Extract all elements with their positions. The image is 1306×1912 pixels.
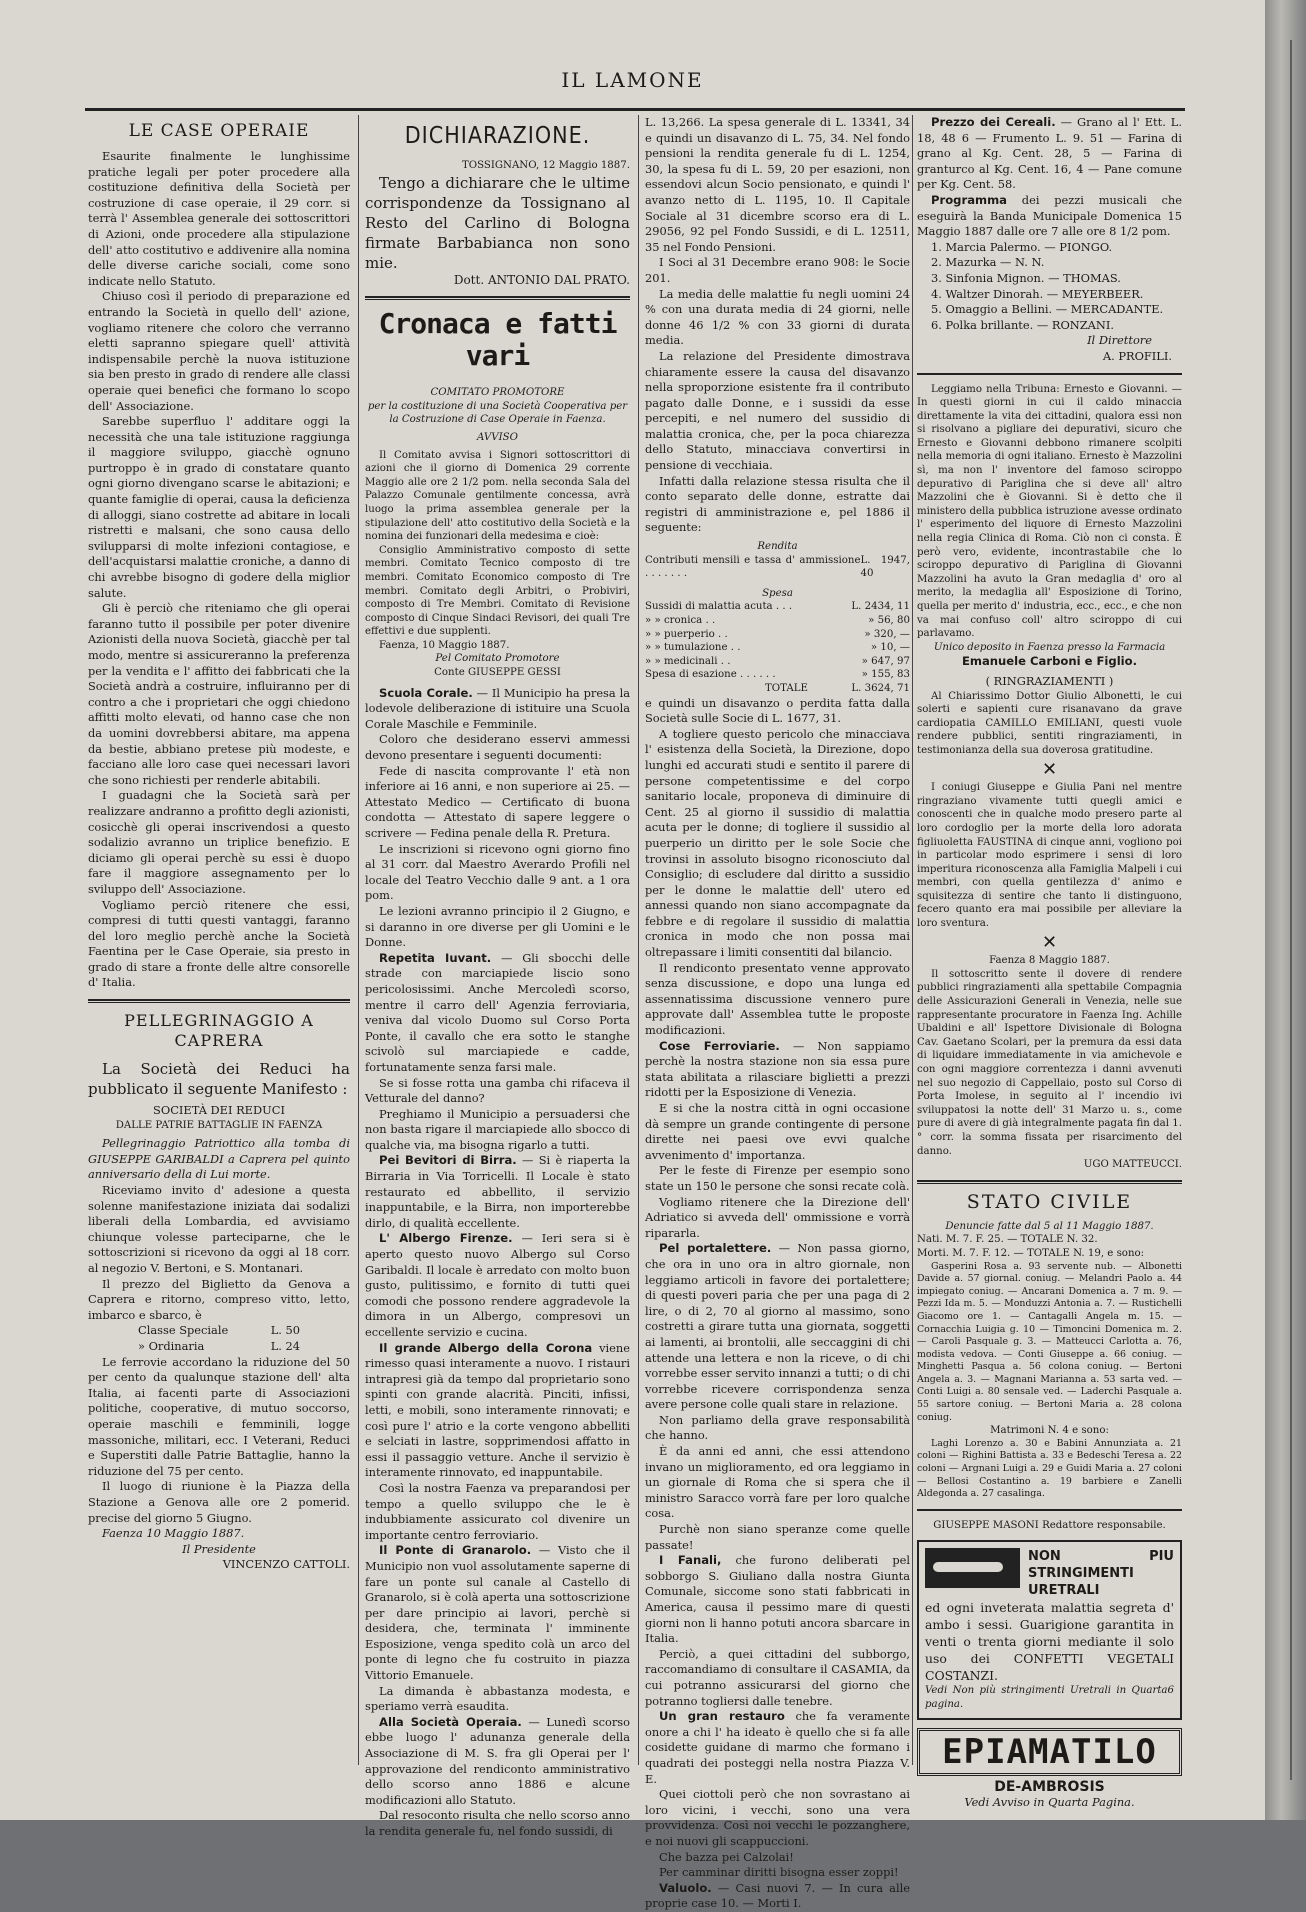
price-row: [88, 1323, 350, 1339]
section-rule: [365, 296, 630, 300]
news-text: Le inscrizioni si ricevono ogni giorno fino al 31 corr. dal Maestro Averardo Profili nel locale del Teatro Vecchio dalle 9 ant. a 1 ora pom.: [365, 841, 630, 903]
column-3: [645, 115, 911, 1911]
news-item: [645, 1241, 910, 1413]
section-rule: [88, 999, 350, 1003]
news-text: Vogliamo ritenere che la Direzione dell' Adriatico si avveda dell' ommissione e vorrà ripararla.: [645, 1194, 910, 1240]
ledger-label: » » cronica . .: [645, 615, 716, 626]
price-row: [88, 1339, 350, 1355]
program-item: 1. Marcia Palermo. — PIONGO.: [931, 239, 1113, 254]
news-text: Non parliamo della grave responsabilità che hanno.: [645, 1412, 910, 1443]
news-title: Il grande Albergo della Corona: [379, 1340, 593, 1355]
director-label: Il Direttore: [1087, 333, 1152, 348]
rendita-label: Rendita: [757, 541, 798, 553]
ledger-label: » » medicinali . .: [645, 655, 731, 667]
deaths-summary: Morti. M. 7. F. 12. — TOTALE N. 19, e sono:: [917, 1247, 1145, 1259]
ad-headline: NON PIU STRINGIMENTI URETRALI: [1028, 1549, 1174, 1599]
program-item: 2. Mazurka — N. N.: [931, 255, 1045, 270]
news-title: Programma: [931, 192, 1008, 207]
ad-text: Leggiamo nella Tribuna: Ernesto e Giovanni. — In questi giorni in cui il caldo minaccia direttamente la vita dei cittadini, qualora essi non si risolvano a pigliare dei depurativi, sicuro che Ernesto e Giovanni debbono rimanere scolpiti nella memoria di ogni italiano. Ernesto è Mazzolini sì, ma non l' inventore del famoso sciroppo depurativo di Pariglina che si deve all' altro Mazzolini che è Giovanni. Si è detto che il ministero della pubblica istruzione avesse ordinato l' esperimento del liquore di Ernesto Mazzolini nella regia Clinica di Roma. Ciò non ci consta. È però vero, evidente, incontrastabile che lo sciroppo depurativo di Pariglina di Giovanni Mazzolini ha avuto la Gran medaglia d' oro al merito, la medaglia all' Esposizione di Torino, quella per merito d' industria, ecc., ecc., e che non va mai confuso coll' altro sciroppo di cui parlavamo.: [917, 383, 1182, 640]
report-text: L. 13,266. La spesa generale di L. 13341, 34 e quindi un disavanzo di L. 75, 34. Nel fondo pensioni la rendita generale fu di L. 1254, 30, la spesa fu di L. 59, 20 per esazioni, non essendovi alcun Socio pensionato, e quindi l' avanzo netto di L. 1195, 10. Il Capitale Sociale al 31 dicembre scorso era di L. 29056, 92 pel Fondo Sussidi, e di L. 12511, 35 nel Fondo Pensioni.: [645, 115, 910, 254]
avviso-label: AVVISO: [477, 431, 518, 443]
column-4: [917, 115, 1182, 1810]
director-name: A. PROFILI.: [1102, 348, 1172, 363]
ledger-row: [645, 655, 910, 669]
news-text: Coloro che desiderano esservi ammessi devono presentare i seguenti documenti:: [365, 732, 630, 763]
binding-line: [1290, 40, 1292, 1780]
news-item: [645, 1553, 910, 1647]
thanks-heading: ( RINGRAZIAMENTI ): [985, 673, 1114, 688]
news-text: Per le feste di Firenze per esempio sono state un 150 le persone che sonsi recate colà.: [645, 1163, 910, 1193]
news-text: Quei ciottoli però che non sovrastano ai loro vicini, i vecchi, sono una vera provvidenza. Così noi vecchi le pozzanghere, e noi nuovi gli scappuccioni.: [645, 1787, 910, 1848]
society-name: SOCIETÀ DEI REDUCI: [153, 1103, 285, 1118]
news-title: Valuolo.: [659, 1880, 712, 1895]
editor-line: GIUSEPPE MASONI Redattore responsabile.: [933, 1519, 1166, 1531]
news-text: — Casi nuovi 7. — In cura alle proprie case 10. — Morti I.: [645, 1880, 911, 1911]
pilgrimage-title: Pellegrinaggio Patriottico alla tomba di GIUSEPPE GARIBALDI a Caprera pel quinto anniversario della di Lui morte.: [88, 1136, 350, 1182]
advertisement-box: [917, 1540, 1182, 1719]
ledger-value: » 320, —: [864, 628, 910, 640]
ledger-row: [645, 628, 910, 642]
separator-cross: ✕: [1041, 758, 1058, 780]
section-rule: [917, 1180, 1182, 1184]
report-text: A togliere questo pericolo che minacciava l' esistenza della Società, la Direzione, dopo lunghi ed accurati studi e sentito il parere di persone competentissime e del corpo sanitario locale, proponeva di diminuire di Cent. 25 al giorno il sussidio di malattia acuta per le donne; di togliere il sussidio al puerperio un diritto per le sole Socie che trovinsi in assoluto bisogno riconosciuto dal Consiglio; di escludere dal diritto a sussidio per le donne le malattie dell' utero ed annessi quando non siano accompagnate da febbre e di regolare il sussidio di malattia cronica in modo che non possa mai oltrepassare i limiti consentiti dal bilancio.: [645, 726, 910, 960]
news-item: [645, 1881, 910, 1912]
headline-stato-civile: STATO CIVILE: [966, 1190, 1133, 1213]
article-paragraph: Esaurite finalmente le lunghissime pratiche legali per poter procedere alla costituzione definitiva della Società per costruzione di case operaie, il 29 corr. si terrà l' Assemblea generale dei sottoscrittori di Azioni, onde procedere alla stipulazione dell' atto costitutivo e addivenire alla nomina delle diverse cariche sociali, come sono indicate nello Statuto.: [88, 149, 350, 288]
news-text: È da anni ed anni, che essi attendono invano un miglioramento, ed ora leggiamo in un giornale di Roma che si spera che il ministro Saracco vorrà fare per loro qualche cosa.: [645, 1444, 910, 1521]
news-text: Per camminar diritti bisogna esser zoppi!: [659, 1865, 899, 1880]
report-text: La media delle malattie fu negli uomini 24 % con una durata media di 24 giorni, nelle donne 46 1/2 % con 33 giorni di durata media.: [645, 286, 910, 348]
deaths-list: Gasperini Rosa a. 93 servente nub. — Albonetti Davide a. 57 giornal. coniug. — Melandri Paolo a. 44 impiegato coniug. — Ancarani Domenica a. 7 m. 9. — Pezzi Ida m. 5. — Monduzzi Antonia a. 7. — Rustichelli Giacomo ore 1. — Cantagalli Angela m. 15. — Cornacchia Luigia g. 10 — Timoncini Domenica m. 2. — Caroli Pasquale g. 3. — Matteucci Carlotta a. 76, modista vedova. — Conti Giuseppe a. 66 coniug. — Minghetti Pasqua a. 56 colona coniug. — Bertoni Angela a. 3. — Magnani Marianna a. 53 sarta ved. — Conti Luigi a. 80 sensale ved. — Laderchi Pasquale a. 55 sartore coniug. — Bertoni Maria a. 28 colona coniug.: [917, 1260, 1182, 1423]
avviso-per: Pel Comitato Promotore: [435, 653, 560, 665]
declaration-signature: Dott. ANTONIO DAL PRATO.: [453, 272, 630, 287]
report-text: I Soci al 31 Decembre erano 908: le Socie 201.: [645, 255, 910, 285]
news-title: Cose Ferroviarie.: [659, 1038, 780, 1053]
thanks-text: Il sottoscritto sente il dovere di rendere pubblici ringraziamenti alla spettabile Compagnia delle Assicurazioni Generali in Venezia, nelle sue rappresentante procuratore in Faenza Ing. Achille Ubaldini e all' Ispettore Divisionale di Bologna Cav. Gaetano Scolari, per la premura da essi data di liquidare immediatamente in via amichevole e con ogni maggiore correntezza i danni avvenuti nel suo negozio di Cappellaio, posto sul Corso di Porta Imolese, in seguito al l' incendio ivi sviluppatosi la notte dell' 31 Marzo u. s., come pure di avere di già integralmente pagata fin dal 1.° corr. la somma fissata per risarcimento del danno.: [917, 968, 1182, 1157]
news-item: [365, 951, 630, 1076]
price-value: L. 24: [270, 1338, 300, 1353]
news-text: La dimanda è abbastanza modesta, e speriamo verrà esaudita.: [365, 1683, 630, 1714]
news-text: — Il Municipio ha presa la lodevole deliberazione di istituire una Scuola Corale Maschile e Femminile.: [365, 685, 631, 731]
ledger-label: TOTALE: [765, 682, 808, 694]
ledger-label: Sussidi di malattia acuta . . .: [645, 601, 793, 613]
thanks-text: Al Chiarissimo Dottor Giulio Albonetti, le cui solerti e sapienti cure risanavano da grave cardiopatia CAMILLO EMILIANI, questi vuole rendere pubblici, sentiti ringraziamenti, in testimonianza della sua doverosa gratitudine.: [917, 690, 1182, 756]
news-item: [645, 1039, 910, 1101]
dateline: TOSSIGNANO, 12 Maggio 1887.: [461, 160, 630, 171]
ledger-value: L. 2434, 11: [851, 601, 910, 613]
news-title: Prezzo dei Cereali.: [931, 115, 1056, 129]
births: Nati. M. 7. F. 25. — TOTALE N. 32.: [917, 1234, 1098, 1246]
news-item: [917, 193, 1182, 240]
society-subtitle: DALLE PATRIE BATTAGLIE IN FAENZA: [115, 1119, 323, 1131]
manifesto-date: Faenza 10 Maggio 1887.: [102, 1526, 245, 1541]
report-text: Il rendiconto presentato venne approvato senza discussione, e dopo una lunga ed assennatissima discussione vennero pure approvate dall' Assemblea tutte le proposte modificazioni.: [645, 960, 910, 1038]
column-divider: [912, 115, 913, 1765]
thanks-date: Faenza 8 Maggio 1887.: [989, 955, 1110, 967]
news-title: Il Ponte di Granarolo.: [379, 1543, 532, 1558]
ledger-row: [645, 641, 910, 655]
news-title: Pel portalettere.: [659, 1241, 772, 1256]
news-text: Fede di nascita comprovante l' età non inferiore ai 16 anni, e non superiore ai 25. — Attestato Medico — Certificato di buona condotta — Attestato di sapere leggere o scrivere — Fedina penale della R. Pretura.: [365, 763, 630, 840]
news-item: [365, 1715, 630, 1809]
stato-civile-subtitle: Denuncie fatte dal 5 al 11 Maggio 1887.: [945, 1220, 1154, 1232]
pointing-hand-icon: [925, 1548, 1020, 1588]
ledger-label: Spesa di esazione . . . . . .: [645, 669, 776, 681]
committee-title: COMITATO PROMOTORE: [430, 387, 565, 399]
headline-cronaca: Cronaca e fatti vari: [378, 307, 617, 373]
manifesto-paragraph: Le ferrovie accordano la riduzione del 50 per cento da qualunque stazione dell' alta Italia, ai facenti parte di Associazioni politiche, cooperative, di mutuo soccorso, operaie maschili e femminili, logge massoniche, militari, ecc. I Veterani, Reduci e Superstiti dalle Patrie Battaglie, hanno la riduzione del 75 per cento.: [88, 1354, 350, 1478]
news-title: Pei Bevitori di Birra.: [379, 1153, 517, 1168]
ledger-label: » » puerperio . .: [645, 628, 728, 640]
column-divider: [358, 115, 359, 1765]
news-text: dei pezzi musicali che eseguirà la Banda Municipale Domenica 15 Maggio 1887 dalle ore 7 alle ore 8 1/2 pom.: [917, 192, 1182, 239]
news-text: — Si è riaperta la Birraria in Via Torricelli. Il Locale è stato restaurato ed abbellito, il servizio inappuntabile, e la Birra, non importerebbe dirlo, di qualità eccellente.: [365, 1153, 630, 1230]
avviso-list: Consiglio Amministrativo composto di sette membri. Comitato Tecnico composto di tre membri. Comitato Economico composto di Tre membri. Comitato degli Arbitri, o Probiviri, composto di Tre Membri. Comitato di Revisione composto di Cinque Sindaci Revisori, dei quali Tre effettivi e due supplenti.: [365, 544, 630, 638]
news-item: [365, 1341, 630, 1481]
ledger-value: » 10, —: [870, 642, 910, 654]
separator-cross: ✕: [1041, 931, 1058, 953]
news-item: [917, 115, 1182, 193]
marriages-summary: Matrimoni N. 4 e sono:: [990, 1425, 1109, 1437]
news-text: E si che la nostra città in ogni occasione dà sempre un grande contingente di persone dirette nei paesi ove evvi qualche avvenimento d' importanza.: [645, 1101, 910, 1162]
headline-dichiarazione: DICHIARAZIONE.: [404, 123, 591, 149]
report-text: Infatti dalla relazione stessa risulta che il conto separato delle donne, estratte dai registri di amministrazione e, pel 1886 il seguente:: [645, 473, 910, 535]
price-class: » Ordinaria: [138, 1338, 205, 1353]
news-text: — Non sappiamo perchè la nostra stazione non sia essa pure stata abilitata a rilasciare biglietti a prezzi ridotti per la Esposizione di Venezia.: [645, 1038, 910, 1100]
president-name: VINCENZO CATTOLI.: [222, 1557, 350, 1572]
article-paragraph: Sarebbe superfluo l' additare oggi la necessità che una tale istituzione raggiunga il maggiore sviluppo, giacchè ognuno purtroppo è in grado di constatare quanto ogni giorno divengano scarse le abitazioni; e quante famiglie di operai, causa la deficienza di alloggi, siano costrette ad abitare in locali ristretti e malsani, che sono causa dello svilupparsi di molte infezioni contagiose, e dell'acquistarsi malattie croniche, a danno di chi avrebbe bisogno di godere della miglior salute.: [88, 414, 350, 600]
news-title: L' Albergo Firenze.: [379, 1231, 513, 1246]
price-value: L. 50: [270, 1323, 300, 1338]
section-rule: [917, 1509, 1182, 1511]
column-2: [365, 115, 631, 1838]
report-text: e quindi un disavanzo o perdita fatta dalla Società sulle Socie di L. 1677, 31.: [645, 695, 910, 726]
news-title: Alla Società Operaia.: [379, 1714, 522, 1729]
news-text: — Non passa giorno, che ora in uno ora in altro giornale, non leggiamo articoli in favore dei portalettere; di questi poveri paria che per una paga di 2 lire, o di 2, 70 al giorno al massimo, sono costretti a girare tutta una giornata, soggetti ai lamenti, ai brontolii, alle seccaggini di chi attende una lettera e non la riceve, o di chi vorrebbe esser servito innanzi a tutti; o di chi vorrebbe ricevere corrispondenza senza avere persone colle quali stare in relazione.: [645, 1241, 910, 1412]
avviso-conte: Conte GIUSEPPE GESSI: [434, 667, 561, 679]
ad-ref: Vedi Non più stringimenti Uretrali in Quarta pagina.: [925, 1685, 1168, 1710]
news-text: Che bazza pei Calzolai!: [659, 1849, 794, 1864]
news-text: — Ieri sera si è aperto questo nuovo Albergo sul Corso Garibaldi. Il locale è arredato con molto buon gusto, pulitissimo, e fornito di tutti quei comodi che possono rendere aggradevole la dimora in un Albergo, compresovi un eccellente servizio e cucina.: [365, 1231, 630, 1339]
ad-pharmacy: Emanuele Carboni e Figlio.: [961, 654, 1138, 669]
program-item: 3. Sinfonia Mignon. — THOMAS.: [931, 270, 1121, 285]
ledger-value: » 155, 83: [861, 669, 910, 681]
ledger-value: » 647, 97: [861, 655, 910, 667]
ad-deposit: Unico deposito in Faenza presso la Farmacia: [933, 641, 1166, 653]
ad-number: 6: [1167, 1685, 1174, 1697]
news-text: Se si fosse rotta una gamba chi rifaceva il Vetturale del danno?: [365, 1075, 630, 1106]
news-item: [365, 1153, 630, 1231]
ledger-total: [645, 682, 910, 696]
thanks-signature: UGO MATTEUCCI.: [1083, 1159, 1182, 1171]
ledger-value: L. 3624, 71: [851, 682, 910, 694]
thanks-text: I coniugi Giuseppe e Giulia Pani nel mentre ringraziano vivamente tutti quegli amici e conoscenti che in qualche modo presero parte al loro cordoglio per la morte della loro adorata figliuoletta FAUSTINA di cinque anni, vogliono poi in particolar modo esprimere i sensi di loro imperitura riconoscenza alla Famiglia Malpeli i cui membri, con quella gentilezza d' animo e squisitezza di sentire che tanto li distinguono, fecero quanto era mai possibile per alleviare la loro sventura.: [917, 782, 1182, 930]
report-text: La relazione del Presidente dimostrava chiaramente essere la causa del disavanzo nella sproporzione esistente fra il contributo pagato dalle Donne, e i sussidi da esse percepiti, e nel numero del sussidio di malattia cronica, che, per la poca chiarezza dello Statuto, minacciava convertirsi in pensione di vecchiaia.: [645, 348, 910, 473]
news-text: — Lunedì scorso ebbe luogo l' adunanza generale della Associazione di M. S. fra gli Operai per l' approvazione del rendiconto amministrativo dello scorso anno 1886 e alcune modificazioni allo Statuto.: [365, 1714, 630, 1807]
news-text: Così la nostra Faenza va preparandosi per tempo a quello sviluppo che le è indubbiamente assicurato col divenire un importante centro ferroviario.: [365, 1480, 630, 1542]
manifesto-paragraph: Il luogo di riunione è la Piazza della Stazione a Genova alle ore 2 pomerid. precise del giorno 5 Giugno.: [88, 1479, 350, 1525]
de-ambrosis-ref: Vedi Avviso in Quarta Pagina.: [964, 1795, 1135, 1810]
marriages-list: Laghi Lorenzo a. 30 e Babini Annunziata a. 21 coloni — Righini Battista a. 33 e Bedeschi Teresa a. 22 coloni — Argnani Luigi a. 29 e Guidi Maria a. 27 coloni — Bellosi Costantino a. 19 barbiere e Zanelli Aldegonda a. 27 casalinga.: [917, 1437, 1182, 1500]
program-item: 5. Omaggio a Bellini. — MERCADANTE.: [931, 302, 1164, 317]
news-text: che furono deliberati pel sobborgo S. Giuliano dalla nostra Giunta Comunale, siccome sono stati fabbricati in America, causa il pessimo mare di questi giorni non li hanno potuti ancora sbarcare in Italia.: [645, 1553, 911, 1646]
news-title: Repetita Iuvant.: [379, 950, 492, 965]
spesa-table: [645, 600, 910, 682]
masthead: IL LAMONE: [561, 68, 704, 92]
article-paragraph: I guadagni che la Società sarà per realizzare andranno a profitto degli azionisti, cosicchè gli operai inscrivendosi a questo sodalizio avranno un triplice benefizio. E diciamo gli operai perchè su essi è duopo fare il maggiore assegnamento per lo sviluppo dell' Associazione.: [88, 788, 350, 896]
program-list: [917, 240, 1182, 334]
news-item: [365, 686, 630, 733]
ledger-label: » » tumulazione . .: [645, 642, 741, 654]
spesa-label: Spesa: [762, 587, 793, 599]
headline-pellegrinaggio: PELLEGRINAGGIO A CAPRERA: [124, 1011, 314, 1051]
news-item: [365, 1231, 630, 1340]
news-text: Purchè non siano speranze come quelle passate!: [645, 1522, 910, 1552]
news-text: che fa veramente onore a chi l' ha ideato è quello che si fa alle cosidette guidane di marmo che formano i quadrati dei posteggi nella nostra Piazza V. E.: [645, 1709, 910, 1786]
committee-subtitle: per la costituzione di una Società Cooperativa per la Costruzione di Case Operaie in Faenza.: [367, 400, 628, 426]
news-item: [365, 1543, 630, 1683]
article-paragraph: Gli è perciò che riteniamo che gli operai faranno tutto il possibile per poter divenire Azionisti della nuova Società, giacchè per tal modo, mentre si assicureranno la preferenza per la vendita e l' affitto dei fabbricati che la Società andrà a costruire, influiranno per di contro a che i proprietari che oggi chiedono affitti molto elevati, od hanno case che non da uomini dovrebbersi abitare, ma appena da bestie, abbiano pretese più modeste, e facciano alle loro case quei necessari lavori che sono richiesti per renderle abitabili.: [88, 601, 350, 787]
avviso-date: Faenza, 10 Maggio 1887.: [379, 639, 510, 651]
headline-case-operaie: LE CASE OPERAIE: [128, 121, 310, 141]
president-label: Il Presidente: [182, 1541, 256, 1556]
epiamatilo-logo: EPIAMATILO: [917, 1728, 1182, 1776]
column-divider: [638, 115, 639, 1765]
article-paragraph: Chiuso così il periodo di preparazione ed entrando la Società in quello dell' azione, vogliamo ritenere che coloro che verranno eletti sapranno spiegare quell' attività indispensabile perchè la nuova istituzione sia ben presto in grado di rendere alle classi operaie quei benefici che formano lo scopo dell' Associazione.: [88, 289, 350, 413]
ledger-row: [645, 600, 910, 614]
column-1: [88, 115, 350, 1765]
top-rule: [85, 108, 1185, 111]
news-text: Dal resoconto risulta che nello scorso anno la rendita generale fu, nel fondo sussidi, di: [365, 1808, 630, 1838]
ledger-row: [645, 554, 910, 581]
manifesto-paragraph: Riceviamo invito d' adesione a questa solenne manifestazione iniziata dai sodalizi liberali della Lombardia, ed avvisiamo chiunque volesse parteciparne, che le sottoscrizioni si ricevono da oggi al 18 corr. al negozio V. Bertoni, e S. Montanari.: [88, 1183, 350, 1275]
news-title: Scuola Corale.: [379, 685, 473, 700]
program-item: 4. Waltzer Dinorah. — MEYERBEER.: [931, 286, 1144, 301]
news-text: viene rimesso quasi interamente a nuovo. I ristauri intrapresi già da tempo dal proprietario sono spinti con grande alacrità. Pinciti, infissi, letti, e mobili, sono interamente rinnovati; e così pure l' atrio e la corte vengono abbelliti e selciati in lastre, sopprimendosi affatto in essi il passaggio vetture. Anche il servizio è interamente rinnovato, ed inappuntabile.: [365, 1340, 631, 1480]
de-ambrosis: DE-AMBROSIS: [994, 1778, 1105, 1795]
avviso-text: Il Comitato avvisa i Signori sottoscrittori di azioni che il giorno di Domenica 29 corrente Maggio alle ore 2 1/2 pom. nella seconda Sala del Palazzo Comunale gentilmente concessa, avrà luogo la prima assemblea generale per la stipulazione dell' atto costitutivo della Società e la nomina dei funzionari della medesima e cioè:: [365, 449, 630, 543]
news-title: I Fanali,: [659, 1553, 722, 1568]
section-rule: [917, 373, 1182, 375]
price-class: Classe Speciale: [138, 1323, 229, 1338]
ledger-row: [645, 614, 910, 628]
article-paragraph: Vogliamo perciò ritenere che essi, compresi di tutti questi vantaggi, faranno del loro meglio perchè anche la Società Faentina per le Case Operaie, sia presto in grado di stare a fronte delle altre consorelle d' Italia.: [88, 897, 350, 990]
news-text: Perciò, a quei cittadini del subborgo, raccomandiamo di consultare il CASAMIA, da cui potranno assicurarsi del giorno che potranno togliersi dalle tenebre.: [645, 1646, 910, 1708]
news-item: [645, 1709, 910, 1787]
ledger-row: [645, 668, 910, 682]
ledger-value: » 56, 80: [868, 615, 910, 626]
news-title: Un gran restauro: [659, 1709, 785, 1724]
news-text: — Gli sbocchi delle strade con marciapiede liscio sono pericolosissimi. Anche Mercoledì scorso, mentre il carro dell' Agenzia ferroviaria, veniva dal vicolo Duomo sul Corso Porta Ponte, il cavallo che era sotto le stanghe scivolò sul marciapiede e cadde, fortunatamente senza farsi male.: [365, 950, 630, 1074]
ad-body: ed ogni inveterata malattia segreta d' ambo i sessi. Guarigione garantita in venti o trenta giorni mediante il solo uso dei CONFETTI VEGETALI COSTANZI.: [925, 1600, 1174, 1684]
program-item: 6. Polka brillante. — RONZANI.: [931, 317, 1114, 332]
manifesto-lead: La Società dei Reduci ha pubblicato il seguente Manifesto :: [88, 1060, 350, 1099]
ad-footer: [925, 1684, 1174, 1711]
news-text: — Visto che il Municipio non vuol assolutamente saperne di fare un ponte sul canale al Castello di Granarolo, si è colà aperta una sottoscrizione per dare principio ai lavori, perchè si desidera, che, terminata l' imminente Esposizione, venga spedito colà un arco del ponte di legno che fu costruito in piazza Vittorio Emanuele.: [365, 1543, 631, 1683]
news-text: — Grano al l' Ett. L. 18, 48 6 — Frumento L. 9. 51 — Farina di grano al Kg. Cent. 28, 5 — Farina di granturco al Kg. Cent. 16, 4 — Pane comune per Kg. Cent. 58.: [917, 115, 1182, 192]
news-text: Le lezioni avranno principio il 2 Giugno, e si daranno in ore diverse per gli Uomini e le Donne.: [365, 903, 630, 950]
manifesto-paragraph: Il prezzo del Biglietto da Genova a Caprera e ritorno, compreso vitto, letto, imbarco e sbarco, è: [88, 1276, 350, 1322]
ledger-label: Contributi mensili e tassa d' ammissione . . . . . . .: [645, 554, 861, 580]
binding-edge: [1265, 0, 1306, 1820]
news-text: Preghiamo il Municipio a persuadersi che non basta rigare il marciapiede allo sbocco di qualche via, ma bisogna rigarlo a tutti.: [365, 1106, 630, 1152]
ledger-value: L. 1947, 40: [860, 554, 910, 580]
declaration-text: Tengo a dichiarare che le ultime corrispondenze da Tossignano al Resto del Carlino di Bologna firmate Barbabianca non sono mie.: [365, 173, 630, 272]
